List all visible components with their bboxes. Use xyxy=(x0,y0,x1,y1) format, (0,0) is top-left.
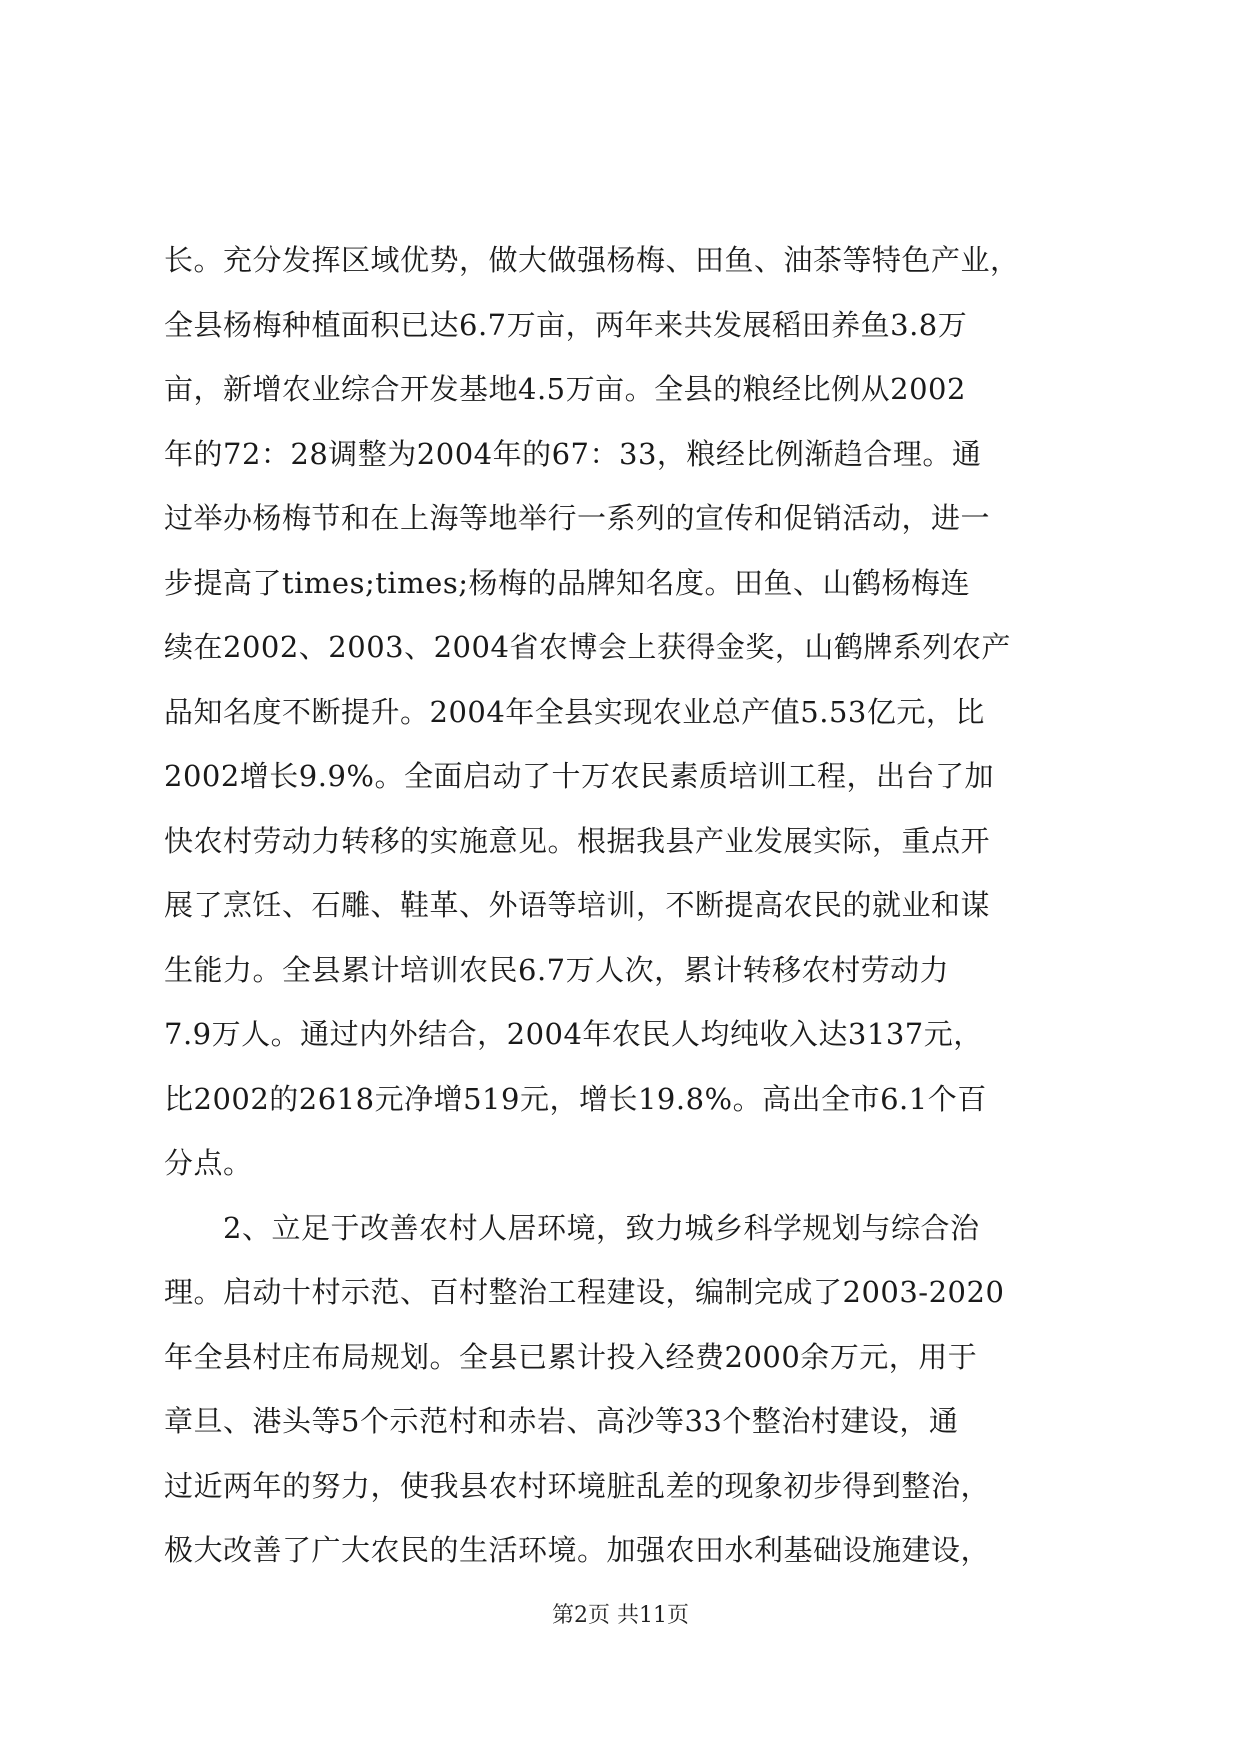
text-line: 展了烹饪、石雕、鞋革、外语等培训，不断提高农民的就业和谋 xyxy=(164,888,991,922)
text-line: 章旦、港头等5个示范村和赤岩、高沙等33个整治村建设，通 xyxy=(164,1404,959,1438)
text-line: 步提高了times;times;杨梅的品牌知名度。田鱼、山鹤杨梅连 xyxy=(164,565,970,600)
text-line: 极大改善了广大农民的生活环境。加强农田水利基础设施建设， xyxy=(164,1533,991,1567)
text-line: 年全县村庄布局规划。全县已累计投入经费2000余万元，用于 xyxy=(164,1339,978,1374)
text-line: 长。充分发挥区域优势，做大做强杨梅、田鱼、油茶等特色产业， xyxy=(164,243,1020,277)
text-line: 全县杨梅种植面积已达6.7万亩，两年来共发展稻田养鱼3.8万 xyxy=(164,307,968,342)
text-line: 年的72：28调整为2004年的67：33，粮经比例渐趋合理。通 xyxy=(164,436,982,471)
text-line: 比2002的2618元净增519元，增长19.8%。高出全市6.1个百 xyxy=(164,1081,987,1116)
text-line: 生能力。全县累计培训农民6.7万人次，累计转移农村劳动力 xyxy=(164,952,950,987)
text-line: 2、立足于改善农村人居环境，致力城乡科学规划与综合治 xyxy=(164,1210,980,1245)
text-line: 过近两年的努力，使我县农村环境脏乱差的现象初步得到整治， xyxy=(164,1468,991,1503)
text-line: 7.9万人。通过内外结合，2004年农民人均纯收入达3137元， xyxy=(164,1017,983,1051)
page-number-footer: 第2页 共11页 xyxy=(552,1603,689,1628)
text-line: 品知名度不断提升。2004年全县实现农业总产值5.53亿元，比 xyxy=(164,694,985,729)
document-body xyxy=(164,228,1084,1583)
text-line: 续在2002、2003、2004省农博会上获得金奖，山鹤牌系列农产 xyxy=(164,630,1011,664)
text-line: 2002增长9.9%。全面启动了十万农民素质培训工程，出台了加 xyxy=(164,759,994,793)
text-line: 过举办杨梅节和在上海等地举行一系列的宣传和促销活动，进一 xyxy=(164,501,991,535)
text-line: 快农村劳动力转移的实施意见。根据我县产业发展实际，重点开 xyxy=(164,823,991,858)
text-line: 亩，新增农业综合开发基地4.5万亩。全县的粮经比例从2002 xyxy=(164,372,966,406)
text-line: 分点。 xyxy=(164,1146,253,1180)
text-line: 理。启动十村示范、百村整治工程建设，编制完成了2003-2020 xyxy=(164,1275,1005,1309)
